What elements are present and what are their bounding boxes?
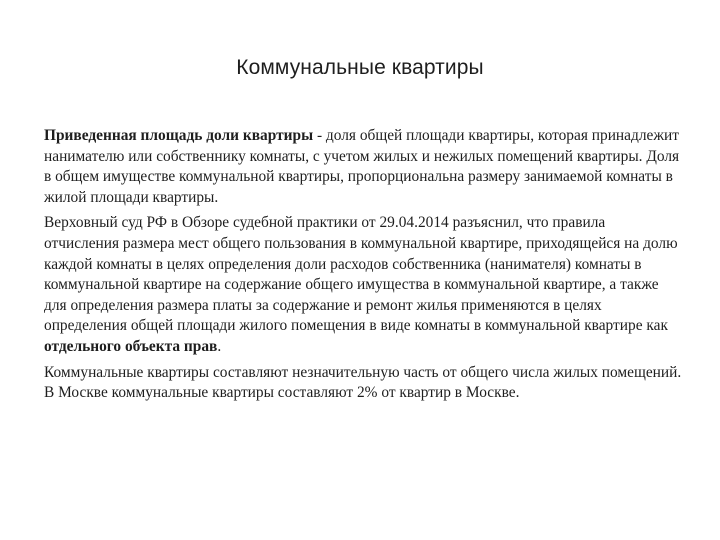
paragraph-statistics <box>44 363 684 404</box>
slide-title: Коммунальные квартиры <box>236 56 484 79</box>
term-bold: Приведенная площадь доли квартиры <box>44 127 314 144</box>
statistics-text: Коммунальные квартиры составляют незначительную часть от общего числа жилых помещений. В Москве коммунальные квартиры составляют 2% от квартир в Москве. <box>44 363 682 402</box>
separate-object-bold: отдельного объекта прав <box>44 337 218 355</box>
paragraph-definition <box>44 126 684 208</box>
slide-body <box>44 126 684 409</box>
court-review-text: Верховный суд РФ в Обзоре судебной практики от 29.04.2014 разъяснил, что правила отчисления размера мест общего пользования в коммунальной квартире, приходящейся на долю каждой комнаты в целях определения доли расходов собственника (нанимателя) комнаты в коммунальной квартире на содержание общего имущества в коммунальной квартире, а также для определения размера платы за содержание и ремонт жилья применяются в целях определения общей площади жилого помещения в виде комнаты в коммунальной квартире как <box>44 214 678 335</box>
paragraph-court-review <box>44 213 684 357</box>
court-review-tail: . <box>217 337 222 355</box>
definition-text: - доля общей площади квартиры, которая принадлежит нанимателю или собственнику комнаты, с учетом жилых и нежилых помещений квартиры. Доля в общем имуществе коммунальной квартиры, пропорциональна размеру занимаемой комнаты в жилой площади квартиры. <box>44 127 680 206</box>
